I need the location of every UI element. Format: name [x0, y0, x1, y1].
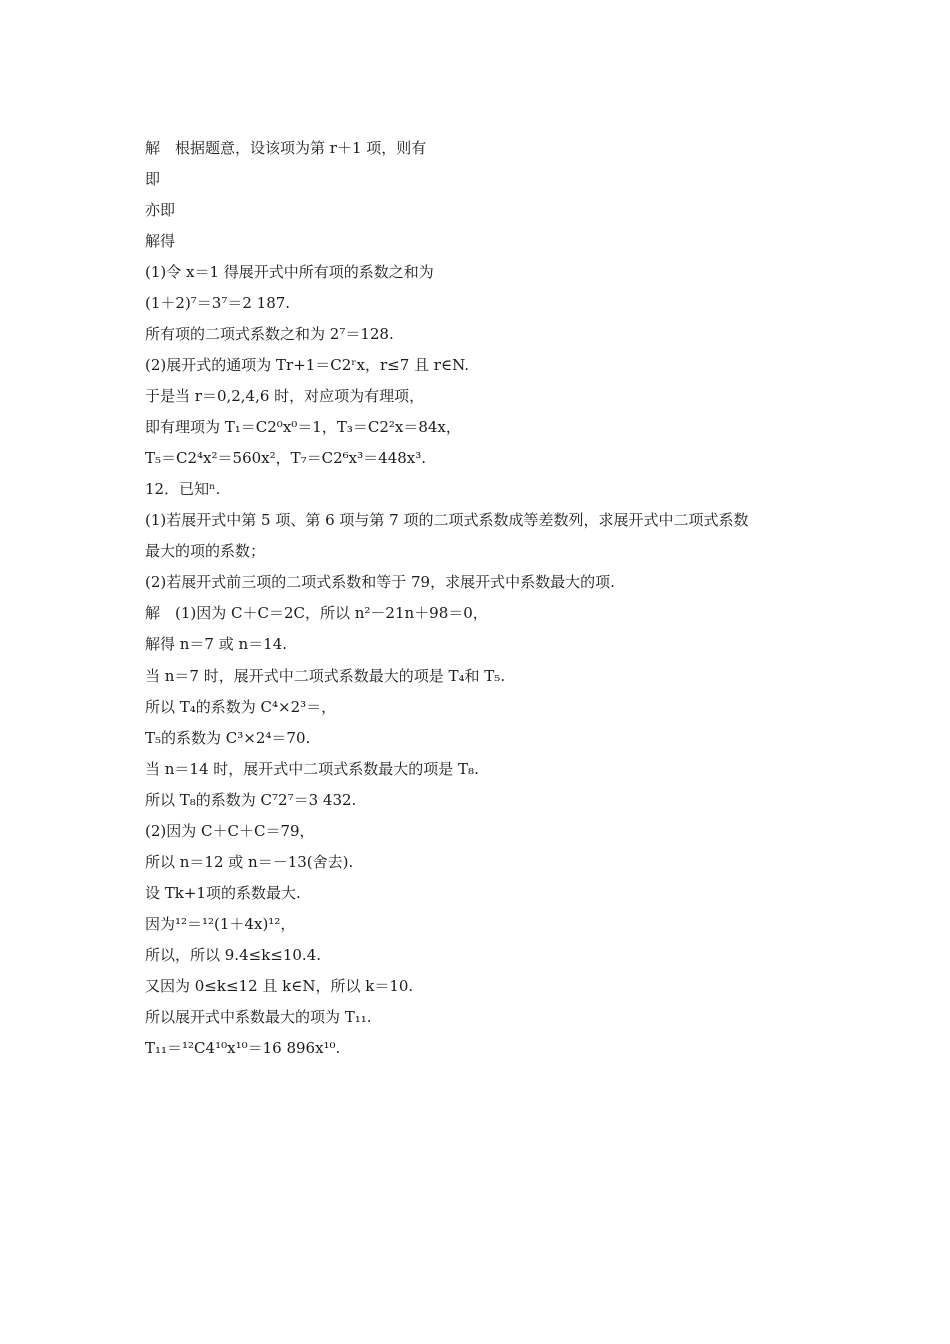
- text-line: 所以 T₄的系数为 C⁴×2³＝，: [145, 697, 337, 716]
- text-line: 因为¹²＝¹²(1＋4x)¹²，: [145, 914, 296, 933]
- text-line: 解得: [145, 232, 176, 251]
- text-line: 于是当 r＝0,2,4,6 时，对应项为有理项，: [145, 387, 425, 406]
- text-line: 即: [145, 170, 161, 189]
- text-line: 所以，所以 9.4≤k≤10.4.: [145, 945, 322, 964]
- text-line: 最大的项的系数；: [145, 542, 266, 561]
- text-line: (2)展开式的通项为 Tr+1＝C2ʳx，r≤7 且 r∈N.: [145, 356, 470, 375]
- text-line: (1＋2)⁷＝3⁷＝2 187.: [145, 294, 291, 313]
- text-line: 当 n＝7 时，展开式中二项式系数最大的项是 T₄和 T₅.: [145, 666, 506, 685]
- text-line: 解 根据题意，设该项为第 r＋1 项，则有: [145, 139, 427, 157]
- text-line: 所以 n＝12 或 n＝－13(舍去).: [145, 852, 354, 871]
- text-line: (1)若展开式中第 5 项、第 6 项与第 7 项的二项式系数成等差数列，求展开式中二项式系数: [145, 511, 749, 530]
- text-line: (2)因为 C＋C＋C＝79，: [145, 821, 315, 840]
- text-line: 12．已知ⁿ.: [145, 480, 221, 499]
- text-line: 解 (1)因为 C＋C＝2C，所以 n²－21n＋98＝0，: [145, 604, 488, 623]
- text-line: 即有理项为 T₁＝C2⁰x⁰＝1，T₃＝C2²x＝84x，: [145, 418, 461, 437]
- text-line: T₅＝C2⁴x²＝560x²，T₇＝C2⁶x³＝448x³.: [145, 449, 427, 468]
- text-line: 亦即: [145, 201, 176, 220]
- text-line: (2)若展开式前三项的二项式系数和等于 79，求展开式中系数最大的项.: [145, 573, 615, 592]
- text-line: 又因为 0≤k≤12 且 k∈N，所以 k＝10.: [145, 976, 414, 995]
- text-line: T₅的系数为 C³×2⁴＝70.: [145, 728, 311, 747]
- text-line: 当 n＝14 时，展开式中二项式系数最大的项是 T₈.: [145, 759, 479, 778]
- text-line: 所以 T₈的系数为 C⁷2⁷＝3 432.: [145, 790, 357, 809]
- text-line: 所以展开式中系数最大的项为 T₁₁.: [145, 1007, 372, 1026]
- text-line: 所有项的二项式系数之和为 2⁷＝128.: [145, 325, 394, 344]
- text-line: T₁₁＝¹²C4¹⁰x¹⁰＝16 896x¹⁰.: [145, 1038, 341, 1057]
- text-line: 解得 n＝7 或 n＝14.: [145, 635, 288, 654]
- text-line: 设 Tk+1项的系数最大.: [145, 883, 301, 902]
- text-line: (1)令 x＝1 得展开式中所有项的系数之和为: [145, 263, 434, 282]
